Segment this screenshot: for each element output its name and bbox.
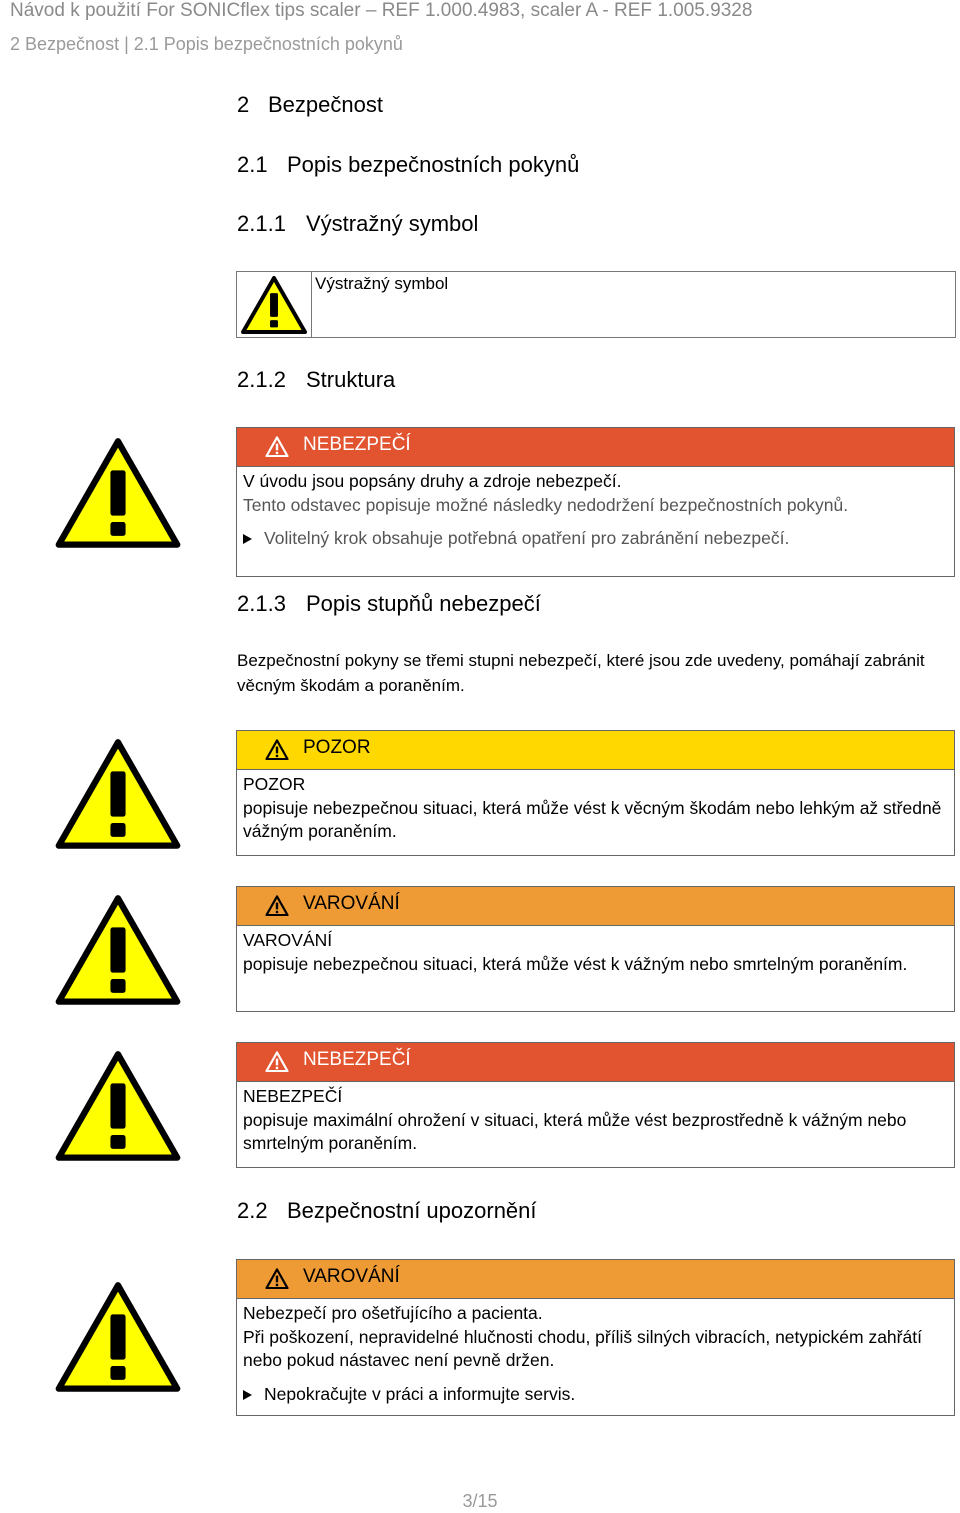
symbol-cell — [237, 272, 312, 337]
danger-notice — [0, 1042, 955, 1168]
heading-number: 2.1.3 — [237, 591, 286, 616]
notice-panel — [236, 886, 955, 1012]
step-arrow-icon — [243, 534, 252, 544]
heading-2-2 — [237, 1198, 537, 1224]
caution-notice — [0, 730, 955, 856]
notice-step — [243, 1383, 948, 1407]
notice-body — [237, 770, 954, 848]
symbol-label: Výstražný symbol — [315, 274, 449, 293]
band-label: NEBEZPEČÍ — [303, 1049, 411, 1070]
warning-symbol-table — [236, 271, 956, 338]
warning-sign-icon — [55, 738, 181, 850]
warning-small-icon — [265, 1268, 289, 1289]
warning-small-icon — [265, 1051, 289, 1072]
heading-2-1-1 — [237, 211, 478, 237]
warning-sign-icon — [241, 276, 307, 334]
step-text: Volitelný krok obsahuje potřebná opatření pro zabránění nebezpečí. — [264, 528, 790, 548]
notice-text: popisuje maximální ohrožení v situaci, která může vést bezprostředně k vážným nebo smrtelným poraněním. — [243, 1109, 907, 1153]
warning-sign-icon — [55, 1050, 181, 1162]
notice-panel — [236, 730, 955, 856]
notice-line-1: V úvodu jsou popsány druhy a zdroje nebezpečí. — [243, 471, 622, 491]
heading-number: 2.1 — [237, 152, 268, 177]
warning-sign-icon — [55, 437, 181, 549]
warning-sign-icon — [55, 894, 181, 1006]
heading-2-1-3 — [237, 591, 541, 617]
heading-number: 2 — [237, 92, 250, 117]
notice-panel — [236, 1042, 955, 1168]
warning-sign-icon — [55, 1281, 181, 1393]
notice-body — [237, 1299, 954, 1410]
notice-body — [237, 467, 954, 555]
heading-text: Výstražný symbol — [306, 211, 479, 236]
notice-text: popisuje nebezpečnou situaci, která může vést k vážným nebo smrtelným poraněním. — [243, 953, 908, 974]
notice-text: popisuje nebezpečnou situaci, která může vést k věcným škodám nebo lehkým až středně vážným poraněním. — [243, 797, 942, 841]
band-label: NEBEZPEČÍ — [303, 434, 411, 455]
heading-text: Struktura — [306, 367, 396, 392]
levels-intro: Bezpečnostní pokyny se třemi stupni nebezpečí, které jsou zde uvedeny, pomáhají zabránit věcným škodám a poraněním. — [237, 651, 925, 695]
notice-title: VAROVÁNÍ — [243, 930, 333, 950]
document-title: Návod k použití For SONICflex tips scaler – REF 1.000.4983, scaler A - REF 1.005.9328 — [10, 0, 753, 21]
caution-band — [237, 731, 954, 770]
notice-text: Při poškození, nepravidelné hlučnosti chodu, příliš silných vibracích, netypickém zahřátí nebo pokud nástavec není pevně držen. — [243, 1326, 922, 1370]
warning-band — [237, 1260, 954, 1299]
danger-band — [237, 1043, 954, 1082]
heading-text: Popis bezpečnostních pokynů — [287, 152, 580, 177]
warning-small-icon — [265, 895, 289, 916]
danger-band — [237, 428, 954, 467]
structure-notice — [0, 427, 955, 577]
page-number: 3/15 — [462, 1491, 498, 1511]
heading-2-1-2 — [237, 367, 395, 393]
notice-step — [243, 527, 948, 551]
heading-2-1 — [237, 152, 579, 178]
band-label: VAROVÁNÍ — [303, 893, 400, 914]
notice-panel — [236, 427, 955, 577]
heading-text: Popis stupňů nebezpečí — [306, 591, 541, 616]
notice-title: NEBEZPEČÍ — [243, 1086, 343, 1106]
warning-small-icon — [265, 436, 289, 457]
step-text: Nepokračujte v práci a informujte servis. — [264, 1383, 576, 1404]
notice-line-2: Tento odstavec popisuje možné následky nedodržení bezpečnostních pokynů. — [243, 494, 849, 515]
breadcrumb: 2 Bezpečnost | 2.1 Popis bezpečnostních pokynů — [10, 34, 403, 54]
notice-panel — [236, 1259, 955, 1416]
notice-title: Nebezpečí pro ošetřujícího a pacienta. — [243, 1303, 543, 1323]
heading-number: 2.2 — [237, 1198, 268, 1223]
band-label: POZOR — [303, 737, 371, 758]
band-label: VAROVÁNÍ — [303, 1266, 400, 1287]
warning-notice — [0, 886, 955, 1012]
warning-band — [237, 887, 954, 926]
warning-small-icon — [265, 739, 289, 760]
notice-body — [237, 926, 954, 980]
heading-number: 2.1.1 — [237, 211, 286, 236]
notice-title: POZOR — [243, 774, 306, 794]
notice-body — [237, 1082, 954, 1160]
heading-text: Bezpečnost — [268, 92, 383, 117]
heading-2 — [237, 92, 383, 118]
safety-warning-notice — [0, 1259, 955, 1416]
step-arrow-icon — [243, 1390, 252, 1400]
heading-number: 2.1.2 — [237, 367, 286, 392]
heading-text: Bezpečnostní upozornění — [287, 1198, 537, 1223]
